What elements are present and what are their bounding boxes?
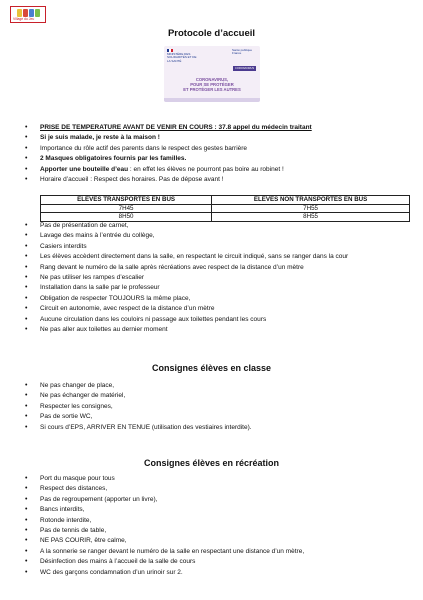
list-item <box>40 165 410 175</box>
list-item: • Rotonde interdite, <box>40 516 410 526</box>
list-item: • NE PAS COURIR, être calme, <box>40 536 410 546</box>
list-item: • WC des garçons condamnation d’un urinoir sur 2. <box>40 568 410 578</box>
recess-rules-list <box>40 474 410 578</box>
list-item: • Ne pas aller aux toilettes au dernier moment <box>40 325 410 335</box>
list-item: • Circuit en autonomie, avec respect de la distance d’un mètre <box>40 304 410 314</box>
section-heading-recess: Consignes élèves en récréation <box>143 458 280 468</box>
coronavirus-banner-image <box>164 46 260 102</box>
list-item <box>40 175 410 185</box>
list-item: • Pas de sortie WC, <box>40 412 410 422</box>
list-item: • Respecter les consignes, <box>40 402 410 412</box>
list-item: • Obligation de respecter TOUJOURS la même place, <box>40 294 410 304</box>
protocol-list <box>40 123 410 185</box>
list-item: • Ne pas échanger de matériel, <box>40 391 410 401</box>
banner-slogan-line1: CORONAVIRUS, <box>195 77 229 82</box>
list-item <box>40 123 410 133</box>
arrival-hours-rule: Horaire d’accueil : Respect des horaires. Pas de dépose avant ! <box>40 176 224 184</box>
arrival-hours-table <box>40 195 410 222</box>
list-item: • Pas de présentation de carnet, <box>40 221 410 231</box>
sante-publique-logo <box>232 49 258 56</box>
ministry-logo-text: MINISTÈRE DES SOLIDARITÉS ET DE LA SANTÉ <box>167 51 197 63</box>
masks-rule: 2 Masques obligatoires fournis par les familles. <box>40 155 187 163</box>
list-item: • Ne pas changer de place, <box>40 381 410 391</box>
list-item: • Respect des distances, <box>40 484 410 494</box>
table-cell: 8H55 <box>212 213 410 222</box>
list-item: • Bancs interdits, <box>40 505 410 515</box>
logo-block-red <box>23 9 28 17</box>
water-bottle-rule: Apporter une bouteille d’eau <box>40 165 129 173</box>
list-item <box>40 133 410 143</box>
list-item: • Installation dans la salle par le professeur <box>40 283 410 293</box>
table-cell: 7H45 <box>41 204 212 213</box>
logo-block-yellow <box>17 9 22 17</box>
list-item: • Si cours d’EPS, ARRIVER EN TENUE (utilisation des vestiaires interdite). <box>40 423 410 433</box>
table-row <box>41 204 410 213</box>
water-bottle-note: : en effet les élèves ne pourront pas boire au robinet ! <box>128 165 284 173</box>
table-cell: 7H55 <box>212 204 410 213</box>
list-item: • Désinfection des mains à l’accueil de la salle de cours <box>40 557 410 567</box>
sante-publique-logo-text: Santé publique France <box>232 48 253 56</box>
header-bus: ELEVES TRANSPORTES EN BUS <box>41 196 212 205</box>
banner-slogan-line3: ET PROTÉGER LES AUTRES <box>183 87 241 93</box>
protocol-list-continued <box>40 221 410 335</box>
table-cell: 8H50 <box>41 213 212 222</box>
list-item <box>40 144 410 154</box>
ministry-logo <box>167 49 197 63</box>
list-item: • A la sonnerie se ranger devant le numéro de la salle en respectant une distance d’un mètre, <box>40 547 410 557</box>
banner-slogan-line2: POUR SE PROTÉGER <box>190 82 234 88</box>
temperature-rule: PRISE DE TEMPERATURE AVANT DE VENIR EN COURS : 37.8 appel du médecin traitant <box>40 124 312 131</box>
logo-block-green <box>35 9 40 17</box>
list-item: • Ne pas utiliser les rampes d’escalier <box>40 273 410 283</box>
section-heading-classroom: Consignes élèves en classe <box>151 363 272 373</box>
list-item: • Aucune circulation dans les couloirs ni passage aux toilettes pendant les cours <box>40 315 410 325</box>
banner-tag: CORONAVIRUS <box>235 67 255 70</box>
banner-slogan <box>164 77 260 93</box>
classroom-rules-list <box>40 381 410 433</box>
list-item: • Rang devant le numéro de la salle après récréations avec respect de la distance d’un mètre <box>40 263 410 273</box>
logo-block-blue <box>29 9 34 17</box>
list-item: • Port du masque pour tous <box>40 474 410 484</box>
banner-footer-bar <box>164 98 260 102</box>
list-item: • Casiers interdits <box>40 242 410 252</box>
list-item <box>40 154 410 164</box>
logo-text: Village du Jeu <box>13 16 35 21</box>
page-title: Protocole d’accueil <box>167 28 256 39</box>
table-header-row <box>41 196 410 205</box>
list-item: • Pas de tennis de table, <box>40 526 410 536</box>
parents-role: Importance du rôle actif des parents dans le respect des gestes barrière <box>40 144 248 152</box>
list-item: • Les élèves accèdent directement dans la salle, en respectant le circuit indiqué, sans se ranger dans la cour <box>40 252 410 262</box>
school-logo <box>10 6 46 23</box>
table-row <box>41 213 410 222</box>
list-item: • Lavage des mains à l’entrée du collège, <box>40 231 410 241</box>
header-no-bus: ELEVES NON TRANSPORTES EN BUS <box>212 196 410 205</box>
sick-rule: Si je suis malade, je reste à la maison ! <box>40 134 160 142</box>
list-item: • Pas de regroupement (apporter un livre), <box>40 495 410 505</box>
